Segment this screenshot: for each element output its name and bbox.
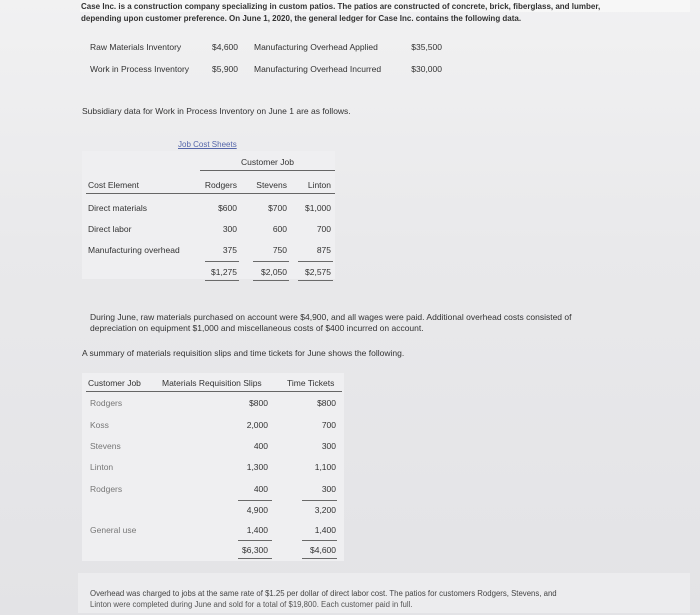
june-text-line-1: During June, raw materials purchased on account were $4,900, and all wages were paid. Additional overhead costs consisted of [90, 312, 572, 322]
intro-line-2: depending upon customer preference. On June 1, 2020, the general ledger for Case Inc. contains the following data. [81, 14, 522, 23]
cell-dm-stevens: $700 [268, 203, 287, 213]
job-cost-sheets-link[interactable]: Job Cost Sheets [178, 140, 237, 149]
general-tickets: 1,400 [314, 525, 336, 535]
req-job-4: Linton [90, 462, 114, 472]
req-job-1: Rodgers [90, 398, 123, 408]
req-slips-3: 400 [253, 441, 268, 451]
total-rule-slips [238, 540, 272, 541]
total-rule-rodgers [205, 261, 239, 262]
dbl-rule-rodgers [205, 280, 239, 281]
req-tickets-4: 1,100 [314, 462, 336, 472]
req-slips-1: $800 [249, 398, 268, 408]
req-job-3: Stevens [90, 441, 121, 451]
dbl-rule-tickets [302, 558, 337, 559]
cell-dl-linton: 700 [316, 224, 331, 234]
total-rule-linton [298, 261, 333, 262]
footer-line-2: Linton were completed during June and sold for a total of $19,800. Each customer paid in full. [90, 600, 413, 609]
cell-dm-linton: $1,000 [305, 203, 331, 213]
subtotal-tickets: 3,200 [314, 505, 336, 515]
customer-header-rodgers: Rodgers [204, 180, 237, 190]
req-job-5: Rodgers [90, 484, 123, 494]
header-rule [86, 193, 335, 194]
ledger-value-applied: $35,500 [411, 42, 442, 52]
customer-job-header: Customer Job [241, 157, 294, 167]
req-slips-4: 1,300 [246, 462, 268, 472]
summary-text: A summary of materials requisition slips and time tickets for June shows the following. [82, 348, 405, 358]
customer-header-linton: Linton [307, 180, 331, 190]
footer-line-1: Overhead was charged to jobs at the same rate of $1.25 per dollar of direct labor cost. The patios for customers Rodgers, Stevens, and [90, 589, 557, 598]
ledger-label-applied: Manufacturing Overhead Applied [254, 42, 378, 52]
total-rodgers: $1,275 [211, 267, 237, 277]
ledger-value-wip: $5,900 [212, 64, 238, 74]
req-tickets-5: 300 [321, 484, 336, 494]
dbl-rule-stevens [253, 280, 289, 281]
req-tickets-1: $800 [317, 398, 336, 408]
req-slips-5: 400 [253, 484, 268, 494]
cost-element-header: Cost Element [88, 180, 140, 190]
cell-oh-stevens: 750 [272, 245, 287, 255]
row-label-direct-labor: Direct labor [88, 224, 132, 234]
total-stevens: $2,050 [261, 267, 287, 277]
req-tickets-2: 700 [321, 420, 336, 430]
ledger-label-wip: Work in Process Inventory [90, 64, 190, 74]
cell-oh-rodgers: 375 [222, 245, 237, 255]
ledger-label-incurred: Manufacturing Overhead Incurred [254, 64, 382, 74]
ledger-value-incurred: $30,000 [411, 64, 442, 74]
cell-dl-stevens: 600 [272, 224, 287, 234]
subsidiary-text: Subsidiary data for Work in Process Inventory on June 1 are as follows. [82, 106, 351, 116]
req-slips-2: 2,000 [246, 420, 268, 430]
intro-line-1: Case Inc. is a construction company specializing in custom patios. The patios are constructed of concrete, brick, fiberglass, and lumber, [81, 2, 601, 11]
general-slips: 1,400 [246, 525, 268, 535]
total-rule-tickets [302, 540, 337, 541]
header-requisition-slips: Materials Requisition Slips [162, 378, 262, 388]
group-header-rule [200, 170, 335, 171]
customer-header-stevens: Stevens [256, 180, 287, 190]
dbl-rule-slips [238, 558, 272, 559]
req-job-2: Koss [90, 420, 109, 430]
june-text-line-2: depreciation on equipment $1,000 and miscellaneous costs of $400 incurred on account. [90, 323, 424, 333]
total-tickets: $4,600 [310, 545, 336, 555]
req-job-general: General use [90, 525, 137, 535]
requisitions-header-rule [86, 391, 342, 392]
cell-oh-linton: 875 [316, 245, 331, 255]
total-linton: $2,575 [305, 267, 331, 277]
subtotal-rule-slips [238, 500, 272, 501]
ledger-label-raw: Raw Materials Inventory [90, 42, 182, 52]
row-label-overhead: Manufacturing overhead [88, 245, 180, 255]
dbl-rule-linton [298, 280, 333, 281]
total-rule-stevens [253, 261, 289, 262]
req-tickets-3: 300 [321, 441, 336, 451]
subtotal-slips: 4,900 [246, 505, 268, 515]
subtotal-rule-tickets [302, 500, 337, 501]
cell-dl-rodgers: 300 [222, 224, 237, 234]
total-slips: $6,300 [242, 545, 268, 555]
header-time-tickets: Time Tickets [287, 378, 335, 388]
ledger-value-raw: $4,600 [212, 42, 238, 52]
row-label-direct-materials: Direct materials [88, 203, 148, 213]
cell-dm-rodgers: $600 [218, 203, 237, 213]
header-customer-job: Customer Job [88, 378, 141, 388]
